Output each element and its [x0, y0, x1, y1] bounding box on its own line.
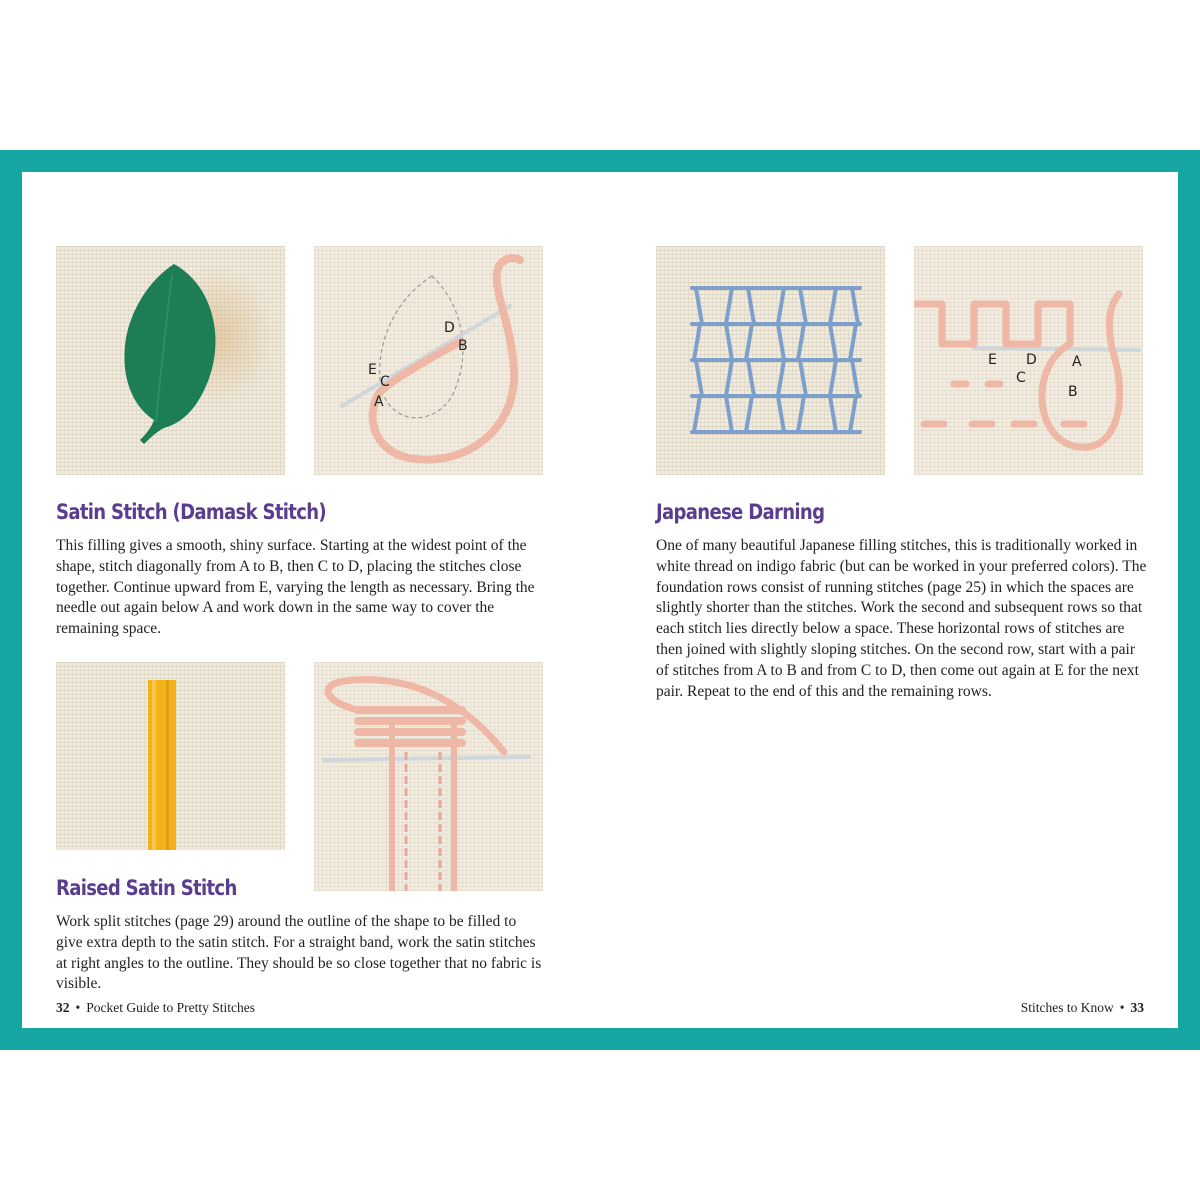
- raised-satin-stitch-diagram: [314, 662, 543, 891]
- footer-bullet: •: [1119, 1000, 1125, 1015]
- diagram-label: A: [374, 394, 384, 410]
- diagram-label: C: [1016, 370, 1026, 386]
- page-number-right: 33: [1130, 1000, 1144, 1015]
- diagram-label: A: [1072, 354, 1082, 370]
- raised-satin-stitch-photo: [56, 662, 285, 850]
- diagram-label: B: [1068, 384, 1078, 400]
- diagram-label: D: [1026, 352, 1037, 368]
- satin-stitch-photo: [56, 246, 285, 475]
- japanese-darning-heading: Japanese Darning: [656, 500, 825, 524]
- diagram-label: C: [380, 374, 390, 390]
- japanese-darning-paragraph: One of many beautiful Japanese filling stitches, this is traditionally worked in white thread on indigo fabric (but can be worked in your preferred colors). The foundation rows consist of running stitches (page 25) in which the spaces are slightly shorter than the stitches. Work the second and subsequent rows so that each stitch lies directly below a space. These horizontal rows of stitches are then joined with slightly sloping stitches. On the second row, start with a pair of stitches from A to B and from C to D, then come out again at E for the next pair. Repeat to the end of this and the remaining rows.: [656, 537, 1147, 700]
- raised-satin-stitch-heading: Raised Satin Stitch: [56, 876, 237, 900]
- page-frame: [0, 150, 1200, 1050]
- satin-stitch-heading: Satin Stitch (Damask Stitch): [56, 500, 326, 524]
- satin-stitch-diagram: [314, 246, 543, 475]
- chapter-title: Stitches to Know: [1020, 1000, 1114, 1015]
- diagram-label: B: [458, 338, 468, 354]
- right-footer: [1021, 1000, 1144, 1016]
- japanese-darning-photo: [656, 246, 885, 475]
- book-spread: [22, 172, 1178, 1028]
- satin-stitch-paragraph: This filling gives a smooth, shiny surface. Starting at the widest point of the shape, stitch diagonally from A to B, then C to D, placing the stitches close together. Continue upward from E, varying the length as necessary. Bring the needle out again below A and work down in the same way to cover the remaining space.: [56, 537, 535, 638]
- left-footer: [56, 1000, 255, 1016]
- footer-bullet: •: [75, 1000, 81, 1015]
- book-title: Pocket Guide to Pretty Stitches: [86, 1000, 255, 1015]
- diagram-label: E: [988, 352, 997, 368]
- japanese-darning-diagram: [914, 246, 1143, 475]
- diagram-label: E: [368, 362, 377, 378]
- diagram-label: D: [444, 320, 455, 336]
- raised-satin-stitch-paragraph: Work split stitches (page 29) around the outline of the shape to be filled to give extra depth to the satin stitch. For a straight band, work the satin stitches at right angles to the outline. They should be so close together that no fabric is visible.: [56, 913, 542, 993]
- page-number-left: 32: [56, 1000, 70, 1015]
